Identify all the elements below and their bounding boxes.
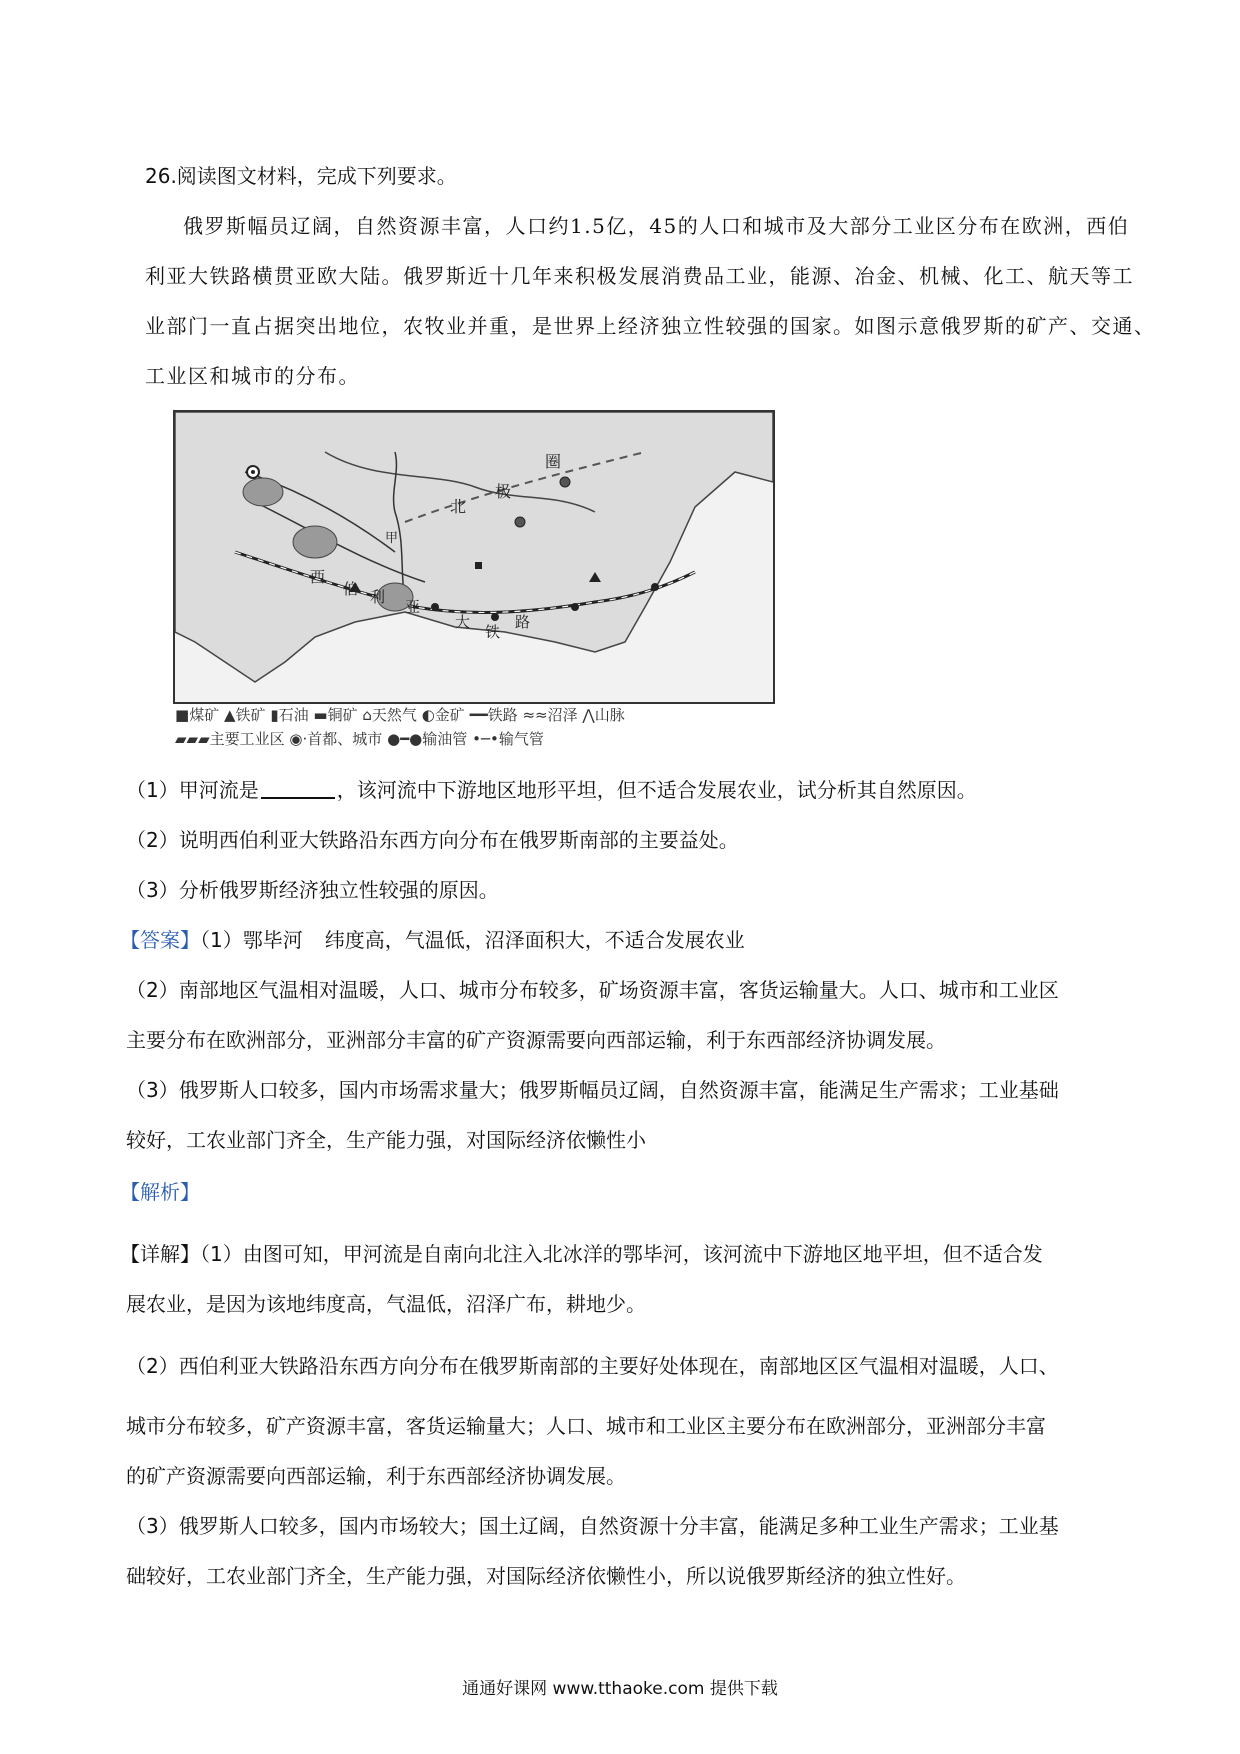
coal-icon: ■ bbox=[175, 706, 190, 724]
detail-1-line-1: 【详解】（1）由图可知，甲河流是自南向北注入北冰洋的鄂毕河，该河流中下游地区地平坦，但不适合发 bbox=[120, 1242, 1043, 1266]
sub-question-3: （3）分析俄罗斯经济独立性较强的原因。 bbox=[126, 878, 499, 902]
russia-map-figure bbox=[173, 410, 775, 704]
map-label-ya: 亚 bbox=[405, 598, 421, 616]
map-label-jia: 甲 bbox=[385, 531, 399, 546]
material-line-4: 工业区和城市的分布。 bbox=[145, 364, 360, 388]
map-label-da: 大 bbox=[455, 613, 471, 631]
map-legend-row-2: ▰▰▰主要工业区 ◉·首都、城市 ●━●输油管 •─•输气管 bbox=[175, 730, 544, 748]
oil-pipeline-icon: ●━● bbox=[387, 730, 423, 748]
material-line-2: 利亚大铁路横贯亚欧大陆。俄罗斯近十几年来积极发展消费品工业，能源、冶金、机械、化工、航天等工 bbox=[145, 264, 1134, 288]
map-legend-row-1: ■煤矿 ▲铁矿 ▮石油 ▬铜矿 ⌂天然气 ◐金矿 ━━铁路 ≈≈沼泽 ⋀山脉 bbox=[175, 706, 625, 724]
railway-icon: ━━ bbox=[469, 706, 488, 724]
detail-1-line-2: 展农业，是因为该地纬度高，气温低，沼泽广布，耕地少。 bbox=[126, 1292, 646, 1316]
gold-icon: ◐ bbox=[421, 706, 435, 724]
detail-3-line-2: 础较好，工农业部门齐全，生产能力强，对国际经济依懒性小，所以说俄罗斯经济的独立性好。 bbox=[126, 1564, 966, 1588]
iron-icon: ▲ bbox=[223, 706, 236, 724]
industrial-zone-icon: ▰▰▰ bbox=[175, 730, 210, 748]
detail-2-line-2: 城市分布较多，矿产资源丰富，客货运输量大；人口、城市和工业区主要分布在欧洲部分，亚洲部分丰富 bbox=[126, 1414, 1046, 1438]
capital-city-icon: ◉· bbox=[289, 730, 308, 748]
sub-question-1: （1）甲河流是 ，该河流中下游地区地形平坦，但不适合发展农业，试分析其自然原因。 bbox=[126, 778, 977, 802]
question-title: 26.阅读图文材料，完成下列要求。 bbox=[145, 164, 457, 188]
answer-label: 【答案】 bbox=[120, 928, 200, 952]
analysis-label: 【解析】 bbox=[120, 1180, 200, 1204]
gas-pipeline-icon: •─• bbox=[472, 730, 499, 748]
material-line-3: 业部门一直占据突出地位，农牧业并重，是世界上经济独立性较强的国家。如图示意俄罗斯的矿产、交通、 bbox=[145, 314, 1156, 338]
page-footer: 通通好课网 www.tthaoke.com 提供下载 bbox=[462, 1679, 778, 1699]
material-line-1: 俄罗斯幅员辽阔，自然资源丰富，人口约1.5亿，45的人口和城市及大部分工业区分布在欧洲，西伯 bbox=[183, 214, 1130, 238]
sub-question-2: （2）说明西伯利亚大铁路沿东西方向分布在俄罗斯南部的主要益处。 bbox=[126, 828, 739, 852]
map-label-lu: 路 bbox=[515, 613, 531, 631]
answer-line-1: 【答案】（1）鄂毕河 纬度高，气温低，沼泽面积大，不适合发展农业 bbox=[120, 928, 745, 952]
gas-icon: ⌂ bbox=[362, 706, 372, 724]
detail-3-line-1: （3）俄罗斯人口较多，国内市场较大；国土辽阔，自然资源十分丰富，能满足多种工业生产需求；工业基 bbox=[126, 1514, 1059, 1538]
map-label-circle: 圈 bbox=[545, 452, 562, 471]
answer-3-line-1: （3）俄罗斯人口较多，国内市场需求量大；俄罗斯幅员辽阔，自然资源丰富，能满足生产需求；工业基础 bbox=[126, 1078, 1059, 1102]
oil-icon: ▮ bbox=[270, 706, 279, 724]
detail-label: 【详解】 bbox=[120, 1242, 200, 1266]
answer-blank bbox=[261, 777, 335, 799]
copper-icon: ▬ bbox=[313, 706, 328, 724]
answer-2-line-1: （2）南部地区气温相对温暖，人口、城市分布较多，矿场资源丰富，客货运输量大。人口、城市和工业区 bbox=[126, 978, 1059, 1002]
map-label-bo: 伯 bbox=[343, 580, 359, 598]
mountain-icon: ⋀ bbox=[582, 706, 595, 724]
answer-2-line-2: 主要分布在欧洲部分，亚洲部分丰富的矿产资源需要向西部运输，利于东西部经济协调发展。 bbox=[126, 1028, 946, 1052]
map-label-north: 北 bbox=[450, 497, 467, 516]
answer-3-line-2: 较好，工农业部门齐全，生产能力强，对国际经济依懒性小 bbox=[126, 1128, 646, 1152]
map-label-pole: 极 bbox=[495, 482, 512, 501]
detail-2-line-1: （2）西伯利亚大铁路沿东西方向分布在俄罗斯南部的主要好处体现在，南部地区区气温相对温暖，人口、 bbox=[126, 1354, 1059, 1378]
map-label-tie: 铁 bbox=[485, 623, 501, 641]
swamp-icon: ≈≈ bbox=[522, 706, 548, 724]
map-label-li: 利 bbox=[370, 588, 386, 606]
map-label-xi: 西 bbox=[310, 568, 326, 586]
russia-map-svg bbox=[175, 412, 773, 702]
detail-2-line-3: 的矿产资源需要向西部运输，利于东西部经济协调发展。 bbox=[126, 1464, 626, 1488]
